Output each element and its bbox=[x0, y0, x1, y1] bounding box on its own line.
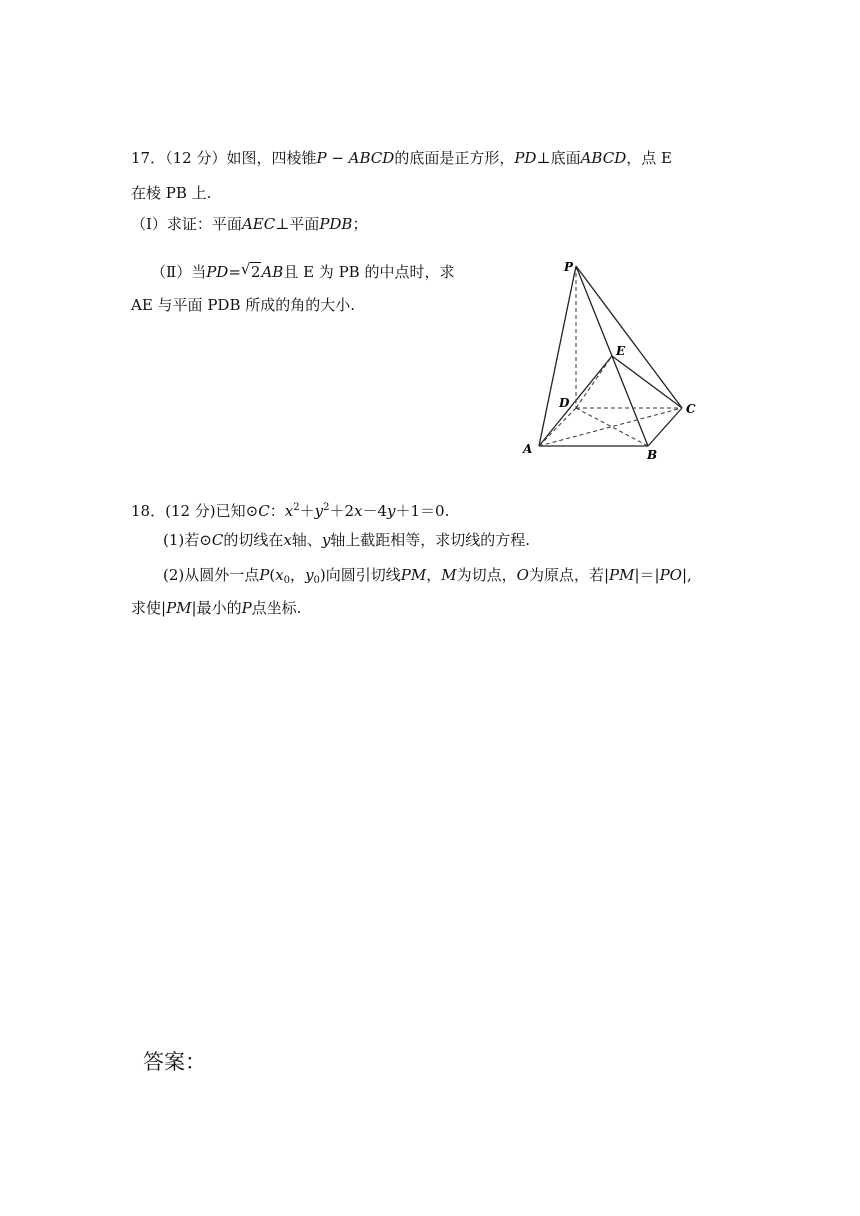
var-x: x bbox=[284, 502, 294, 520]
q17-text: ，点 E bbox=[626, 149, 672, 167]
q18-text: ( bbox=[269, 566, 276, 584]
q18-text: 为原点，若| bbox=[528, 566, 609, 584]
pyramid-name: P − ABCD bbox=[316, 149, 395, 167]
base-abcd: ABCD bbox=[580, 149, 627, 167]
q17-line2 bbox=[131, 183, 211, 203]
edge-pc bbox=[576, 266, 682, 408]
q18-text: ， bbox=[290, 566, 306, 584]
q18-text: 为切点， bbox=[456, 566, 517, 584]
q18-text: ， bbox=[426, 566, 442, 584]
q18-text: 轴上截距相等，求切线的方程. bbox=[330, 531, 531, 549]
perp-symbol: ⊥ bbox=[536, 149, 551, 167]
label-c: C bbox=[686, 402, 696, 416]
var-x0: x bbox=[275, 566, 284, 584]
edge-pa bbox=[539, 266, 576, 446]
sqrt-radicand: 2 bbox=[250, 263, 261, 281]
q17-text: ⊥平面 bbox=[275, 215, 320, 233]
pyramid-figure bbox=[515, 255, 705, 465]
edge-db bbox=[576, 408, 648, 446]
q18-text: ： bbox=[269, 502, 285, 520]
q17-text: 底面 bbox=[550, 149, 581, 167]
q18-text: 点坐标. bbox=[251, 599, 302, 617]
var-y0: y bbox=[305, 566, 314, 584]
q18-text: )向圆引切线 bbox=[319, 566, 401, 584]
label-d: D bbox=[559, 396, 570, 410]
q17-line1 bbox=[131, 148, 672, 168]
q18-text: 求使| bbox=[131, 599, 167, 617]
edge-da bbox=[539, 408, 576, 446]
q17-text: 如图，四棱锥 bbox=[226, 149, 317, 167]
point-m: M bbox=[441, 566, 457, 584]
segment-po: PO bbox=[659, 566, 682, 584]
var-y: y bbox=[387, 502, 396, 520]
part2-label: （Ⅱ）当 bbox=[151, 263, 207, 281]
q18-part2 bbox=[163, 565, 692, 591]
q18-text: |, bbox=[681, 566, 692, 584]
sqrt-symbol bbox=[241, 262, 262, 282]
q17-text: AE 与平面 PDB 所成的角的大小. bbox=[131, 296, 355, 314]
subscript: 0 bbox=[283, 575, 291, 586]
q18-text: 的切线在 bbox=[223, 531, 284, 549]
q18-text: |＝| bbox=[634, 566, 660, 584]
q18-text: ＋1＝0. bbox=[395, 502, 450, 520]
segment-pm: PM bbox=[609, 566, 635, 584]
equals-sign: = bbox=[228, 263, 241, 281]
q17-text: 在棱 PB 上. bbox=[131, 184, 212, 202]
q17-part2 bbox=[151, 262, 454, 282]
plane-aec: AEC bbox=[241, 215, 276, 233]
q17-part1 bbox=[131, 214, 367, 234]
q18-text: ＋ bbox=[299, 502, 315, 520]
q18-text: ＋2 bbox=[329, 502, 354, 520]
label-e: E bbox=[616, 344, 626, 358]
q18-text: (2)从圆外一点 bbox=[163, 566, 260, 584]
q18-text: (1)若⊙ bbox=[163, 531, 212, 549]
q17-text: 的底面是正方形， bbox=[394, 149, 515, 167]
part1-label: （Ⅰ）求证：平面 bbox=[131, 215, 242, 233]
label-b: B bbox=[647, 448, 658, 462]
radical-sign: √ bbox=[240, 260, 251, 278]
q18-part2-line2 bbox=[131, 598, 301, 618]
exponent: 2 bbox=[293, 502, 300, 513]
var-y: y bbox=[314, 502, 324, 520]
q18-part1 bbox=[163, 530, 530, 550]
circle-c: C bbox=[211, 531, 224, 549]
exponent: 2 bbox=[323, 502, 330, 513]
segment-pd: PD bbox=[206, 263, 229, 281]
point-p: P bbox=[241, 599, 252, 617]
label-a: A bbox=[523, 442, 533, 456]
var-y: y bbox=[321, 531, 331, 549]
q17-text: ； bbox=[352, 215, 368, 233]
segment-pm: PM bbox=[400, 566, 427, 584]
q18-line1 bbox=[131, 498, 449, 521]
q18-number: 18． bbox=[131, 502, 166, 520]
edge-bc bbox=[648, 408, 682, 446]
subscript: 0 bbox=[313, 575, 320, 586]
plane-pdb: PDB bbox=[319, 215, 353, 233]
q18-points: (12 分)已知⊙ bbox=[165, 502, 259, 520]
q17-text: 且 E 为 PB 的中点时，求 bbox=[283, 263, 455, 281]
edge-de bbox=[576, 356, 612, 408]
var-x: x bbox=[283, 531, 292, 549]
edge-ac bbox=[539, 408, 682, 446]
answer-label: 答案： bbox=[143, 1050, 206, 1074]
point-p: P bbox=[259, 566, 270, 584]
q17-points: （12 分） bbox=[165, 149, 227, 167]
point-o: O bbox=[516, 566, 529, 584]
label-p: P bbox=[564, 260, 574, 274]
q17-part2-line2 bbox=[131, 295, 355, 315]
segment-pm: PM bbox=[166, 599, 192, 617]
var-x: x bbox=[354, 502, 363, 520]
segment-ab: AB bbox=[261, 263, 284, 281]
segment-pd: PD bbox=[514, 149, 537, 167]
q18-text: 轴、 bbox=[291, 531, 322, 549]
q17-number: 17． bbox=[131, 149, 166, 167]
q18-text: －4 bbox=[362, 502, 388, 520]
circle-c: C bbox=[258, 502, 270, 520]
q18-text: |最小的 bbox=[191, 599, 242, 617]
